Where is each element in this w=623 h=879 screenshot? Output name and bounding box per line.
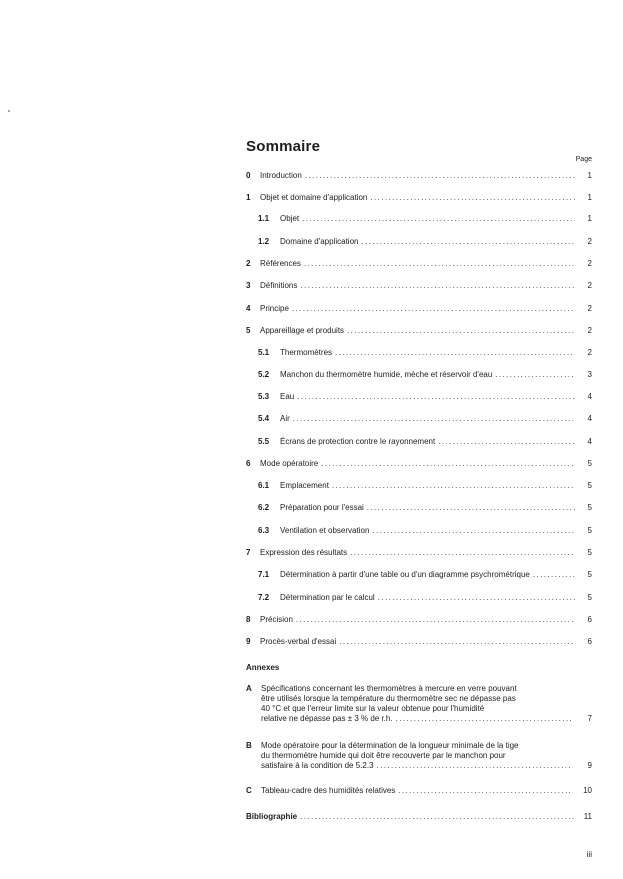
toc-entry[interactable] [258, 437, 592, 447]
toc-entry-number: 5.5 [258, 437, 270, 446]
toc-entry-page: 5 [587, 459, 592, 468]
toc-entry-label: Procès-verbal d'essai [260, 637, 337, 646]
toc-entry[interactable] [246, 637, 592, 647]
dot-leader [347, 326, 575, 336]
dot-leader [372, 526, 575, 536]
toc-entry-label: Domaine d'application [280, 237, 359, 246]
dot-leader [297, 392, 575, 402]
annex-line: satisfaire à la condition de 5.2.3 ..... [261, 761, 574, 771]
toc-entry[interactable] [246, 259, 592, 269]
toc-entry-page: 5 [587, 548, 592, 557]
toc-entry[interactable] [246, 548, 592, 558]
toc-entry[interactable] [258, 414, 592, 424]
toc-entry-page: 2 [587, 326, 592, 335]
toc-entry-page: 6 [587, 637, 592, 646]
toc-entry[interactable] [258, 237, 592, 247]
toc-entry-page: 1 [587, 193, 592, 202]
toc-entry-label: Précision [260, 615, 293, 624]
toc-entry-number: 3 [246, 281, 251, 290]
toc-entry-number: 7.1 [258, 570, 270, 579]
toc-entry[interactable] [258, 503, 592, 513]
dot-leader [296, 615, 575, 625]
annex-line: relative ne dépasse pas ± 3 % de r.h. ..... [261, 714, 574, 724]
annex-line: être utilisés lorsque la température du thermomètre sec ne dépasse pas [261, 694, 516, 703]
annex-letter: C [246, 786, 252, 795]
toc-entry-page: 1 [587, 171, 592, 180]
annex-letter: B [246, 741, 252, 750]
toc-entry-page: 1 [587, 214, 592, 223]
toc-entry-page: 3 [587, 370, 592, 379]
annex-line: Mode opératoire pour la détermination de la longueur minimale de la tige [261, 741, 519, 750]
annex-line: Tableau-cadre des humidités relatives ..... [261, 786, 574, 796]
toc-entry-label: Références [260, 259, 301, 268]
toc-entry-page: 5 [587, 481, 592, 490]
dot-leader [292, 304, 575, 314]
toc-entry-page: 4 [587, 392, 592, 401]
toc-entry[interactable] [246, 304, 592, 314]
toc-entry-page: 5 [587, 593, 592, 602]
toc-entry-page: 2 [587, 281, 592, 290]
toc-entry-number: 5 [246, 326, 251, 335]
toc-entry[interactable] [246, 615, 592, 625]
toc-entry-number: 5.3 [258, 392, 270, 401]
toc-entry-page: 5 [587, 570, 592, 579]
toc-entry-number: 1.1 [258, 214, 270, 223]
toc-entry-page: 2 [587, 304, 592, 313]
toc-entry-label: Air [280, 414, 290, 423]
annex-b[interactable] [246, 741, 592, 771]
toc-entry-label: Objet [280, 214, 300, 223]
annex-page-number: 10 [583, 786, 592, 795]
dot-leader [302, 214, 575, 224]
toc-entry-number: 6.3 [258, 526, 270, 535]
toc-entry-number: 7 [246, 548, 251, 557]
toc-entry[interactable] [246, 193, 592, 203]
dot-leader [305, 171, 575, 181]
toc-entry-number: 6 [246, 459, 251, 468]
dot-leader [438, 437, 575, 447]
toc-entry[interactable] [258, 593, 592, 603]
toc-entry-label: Détermination à partir d'une table ou d'un diagramme psychrométrique [280, 570, 530, 579]
toc-entry-label: Ventilation et observation [280, 526, 370, 535]
dot-leader [361, 237, 575, 247]
page-folio: iii [586, 850, 592, 859]
toc-entry-label: Écrans de protection contre le rayonnement [280, 437, 436, 446]
bibliography-page-number: 11 [583, 812, 592, 821]
page-column-header: Page [575, 156, 592, 163]
toc-entry[interactable] [246, 171, 592, 181]
dot-leader [321, 459, 575, 469]
dot-leader [370, 193, 575, 203]
dot-leader [533, 570, 575, 580]
toc-entry-number: 1.2 [258, 237, 270, 246]
dot-leader [378, 593, 575, 603]
dot-leader [367, 503, 575, 513]
toc-entry-number: 8 [246, 615, 251, 624]
bibliography-entry[interactable] [246, 812, 592, 822]
annex-line: Spécifications concernant les thermomètres à mercure en verre pouvant [261, 684, 517, 693]
toc-entry[interactable] [258, 348, 592, 358]
bibliography-label: Bibliographie [246, 812, 298, 821]
toc-entry-number: 0 [246, 171, 251, 180]
dot-leader [300, 281, 575, 291]
toc-entry-page: 4 [587, 414, 592, 423]
toc-entry-number: 1 [246, 193, 251, 202]
toc-entry-page: 6 [587, 615, 592, 624]
toc-entry-number: 7.2 [258, 593, 270, 602]
annex-page-number: 7 [587, 714, 592, 723]
toc-entry-page: 5 [587, 503, 592, 512]
toc-entry-label: Définitions [260, 281, 298, 290]
dot-leader [335, 348, 575, 358]
annex-c[interactable] [246, 786, 592, 796]
toc-entry-label: Expression des résultats [260, 548, 348, 557]
dot-leader [350, 548, 575, 558]
annex-line: 40 °C et que l'erreur limite sur la valeur obtenue pour l'humidité [261, 704, 485, 713]
toc-entry-page: 4 [587, 437, 592, 446]
page-title: Sommaire [246, 138, 321, 155]
toc-entry-number: 5.1 [258, 348, 270, 357]
toc-entry-number: 2 [246, 259, 251, 268]
toc-entry-label: Manchon du thermomètre humide, mèche et réservoir d'eau [280, 370, 493, 379]
toc-entry-number: 6.2 [258, 503, 270, 512]
toc-entry[interactable] [258, 570, 592, 580]
toc-entry[interactable] [258, 481, 592, 491]
toc-entry-label: Introduction [260, 171, 302, 180]
dot-leader [495, 370, 575, 380]
toc-entry-label: Principe [260, 304, 289, 313]
toc-entry[interactable] [258, 526, 592, 536]
toc-entry[interactable] [258, 370, 592, 380]
toc-entry[interactable] [246, 326, 592, 336]
toc-entry-number: 4 [246, 304, 251, 313]
toc-entry-page: 5 [587, 526, 592, 535]
dot-leader [339, 637, 575, 647]
toc-entry[interactable] [258, 392, 592, 402]
annex-letter: A [246, 684, 252, 693]
dot-leader [300, 812, 575, 822]
toc-entry[interactable] [246, 459, 592, 469]
annex-page-number: 9 [587, 761, 592, 770]
toc-entry-page: 2 [587, 259, 592, 268]
toc-entry-label: Détermination par le calcul [280, 593, 375, 602]
dot-leader [293, 414, 575, 424]
toc-entry-page: 2 [587, 237, 592, 246]
toc-entry[interactable] [246, 281, 592, 291]
toc-entry-label: Mode opératoire [260, 459, 319, 468]
toc-entry-number: 5.4 [258, 414, 270, 423]
toc-entry-label: Objet et domaine d'application [260, 193, 368, 202]
toc-entry-label: Emplacement [280, 481, 329, 490]
dot-leader [304, 259, 575, 269]
toc-entry-label: Thermomètres [280, 348, 333, 357]
annex-line: du thermomètre humide qui doit être recouverte par le manchon pour [261, 751, 506, 760]
toc-entry-label: Préparation pour l'essai [280, 503, 364, 512]
toc-entry-number: 6.1 [258, 481, 270, 490]
toc-entry-number: 9 [246, 637, 251, 646]
toc-entry-page: 2 [587, 348, 592, 357]
toc-entry-label: Appareillage et produits [260, 326, 345, 335]
dot-leader [332, 481, 575, 491]
annexes-heading: Annexes [246, 663, 280, 672]
toc-entry[interactable] [258, 214, 592, 224]
annex-a[interactable] [246, 684, 592, 724]
toc-entry-label: Eau [280, 392, 295, 401]
toc-entry-number: 5.2 [258, 370, 270, 379]
